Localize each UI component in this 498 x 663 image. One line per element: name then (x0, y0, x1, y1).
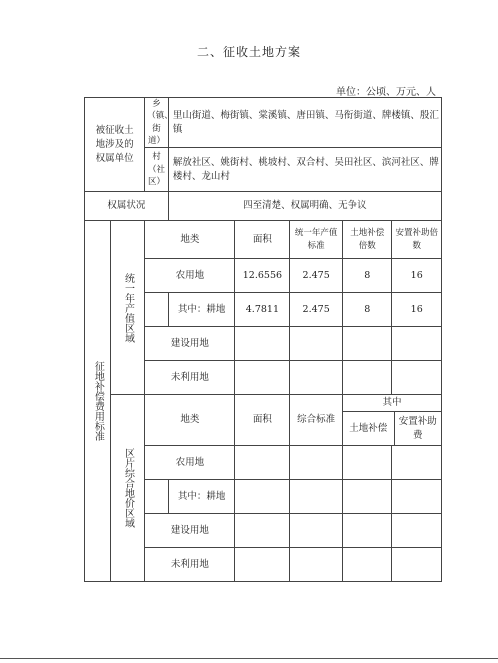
unified-header-land-multiple: 土地补偿倍数 (342, 221, 391, 259)
row-land-type: 其中：耕地 (168, 480, 235, 514)
township-label: 乡（镇、街道） (145, 98, 169, 148)
row-land-multiple (342, 327, 391, 361)
page-divider (0, 658, 498, 659)
row-land-type: 农用地 (145, 259, 235, 293)
unified-header-resettle-multiple: 安置补助倍数 (392, 221, 442, 259)
unified-label-cell (110, 221, 144, 395)
row-land-type: 其中：耕地 (168, 293, 235, 327)
document-title: 二、征收土地方案 (196, 45, 301, 59)
unified-label: 统一年产值区域 (122, 272, 134, 343)
row-land-type: 建设用地 (145, 327, 235, 361)
row-land-multiple: 8 (342, 293, 391, 327)
row-resettle-multiple: 16 (392, 259, 442, 293)
row-land-type: 建设用地 (145, 514, 235, 548)
land-acquisition-table (84, 97, 442, 582)
row-area: 4.7811 (235, 293, 290, 327)
district-header-comprehensive: 综合标准 (290, 395, 343, 446)
row-standard (290, 327, 343, 361)
row-standard: 2.475 (290, 259, 343, 293)
row-resettle-multiple (392, 327, 442, 361)
row-land-type: 未利用地 (145, 361, 235, 395)
village-value: 解放社区、姚街村、桃坡村、双合村、吴田社区、滨河社区、牌楼村、龙山村 (168, 148, 441, 192)
district-header-land-comp: 土地补偿 (343, 412, 395, 445)
indent-cell (145, 293, 169, 327)
row-land-type: 未利用地 (145, 548, 235, 582)
unit-label: 单位：公顷、万元、人 (336, 87, 436, 98)
district-label-cell (110, 395, 144, 582)
ownership-value: 四至清楚、权属明确、无争议 (168, 192, 441, 221)
ownership-label: 权属状况 (85, 192, 169, 221)
indent-cell (145, 480, 169, 514)
village-label: 村（社区） (145, 148, 169, 192)
row-land-type: 农用地 (145, 446, 235, 480)
district-header-land-type: 地类 (145, 395, 235, 446)
row-area (235, 361, 290, 395)
affected-units-label: 被征收土地涉及的权属单位 (85, 98, 145, 192)
unified-header-land-type: 地类 (145, 221, 235, 259)
district-label: 区片综合地价区域 (122, 448, 134, 529)
district-header-among-cell (342, 395, 441, 446)
standard-label-cell (85, 221, 111, 582)
row-standard: 2.475 (290, 293, 343, 327)
district-header-among: 其中 (343, 395, 441, 412)
row-resettle-multiple: 16 (392, 293, 442, 327)
township-value: 里山街道、梅街镇、棠溪镇、唐田镇、马衔街道、牌楼镇、殷汇镇 (168, 98, 441, 148)
row-standard (290, 361, 343, 395)
district-header-resettle-fee: 安置补助费 (398, 415, 437, 441)
row-resettle-multiple (392, 361, 442, 395)
row-area: 12.6556 (235, 259, 290, 293)
standard-label: 征地补偿费用标准 (92, 361, 104, 442)
unified-header-area: 面积 (235, 221, 290, 259)
district-header-area: 面积 (235, 395, 290, 446)
row-land-multiple (342, 361, 391, 395)
unified-header-value-standard: 统一年产值标准 (290, 221, 343, 259)
row-land-multiple: 8 (342, 259, 391, 293)
row-area (235, 327, 290, 361)
